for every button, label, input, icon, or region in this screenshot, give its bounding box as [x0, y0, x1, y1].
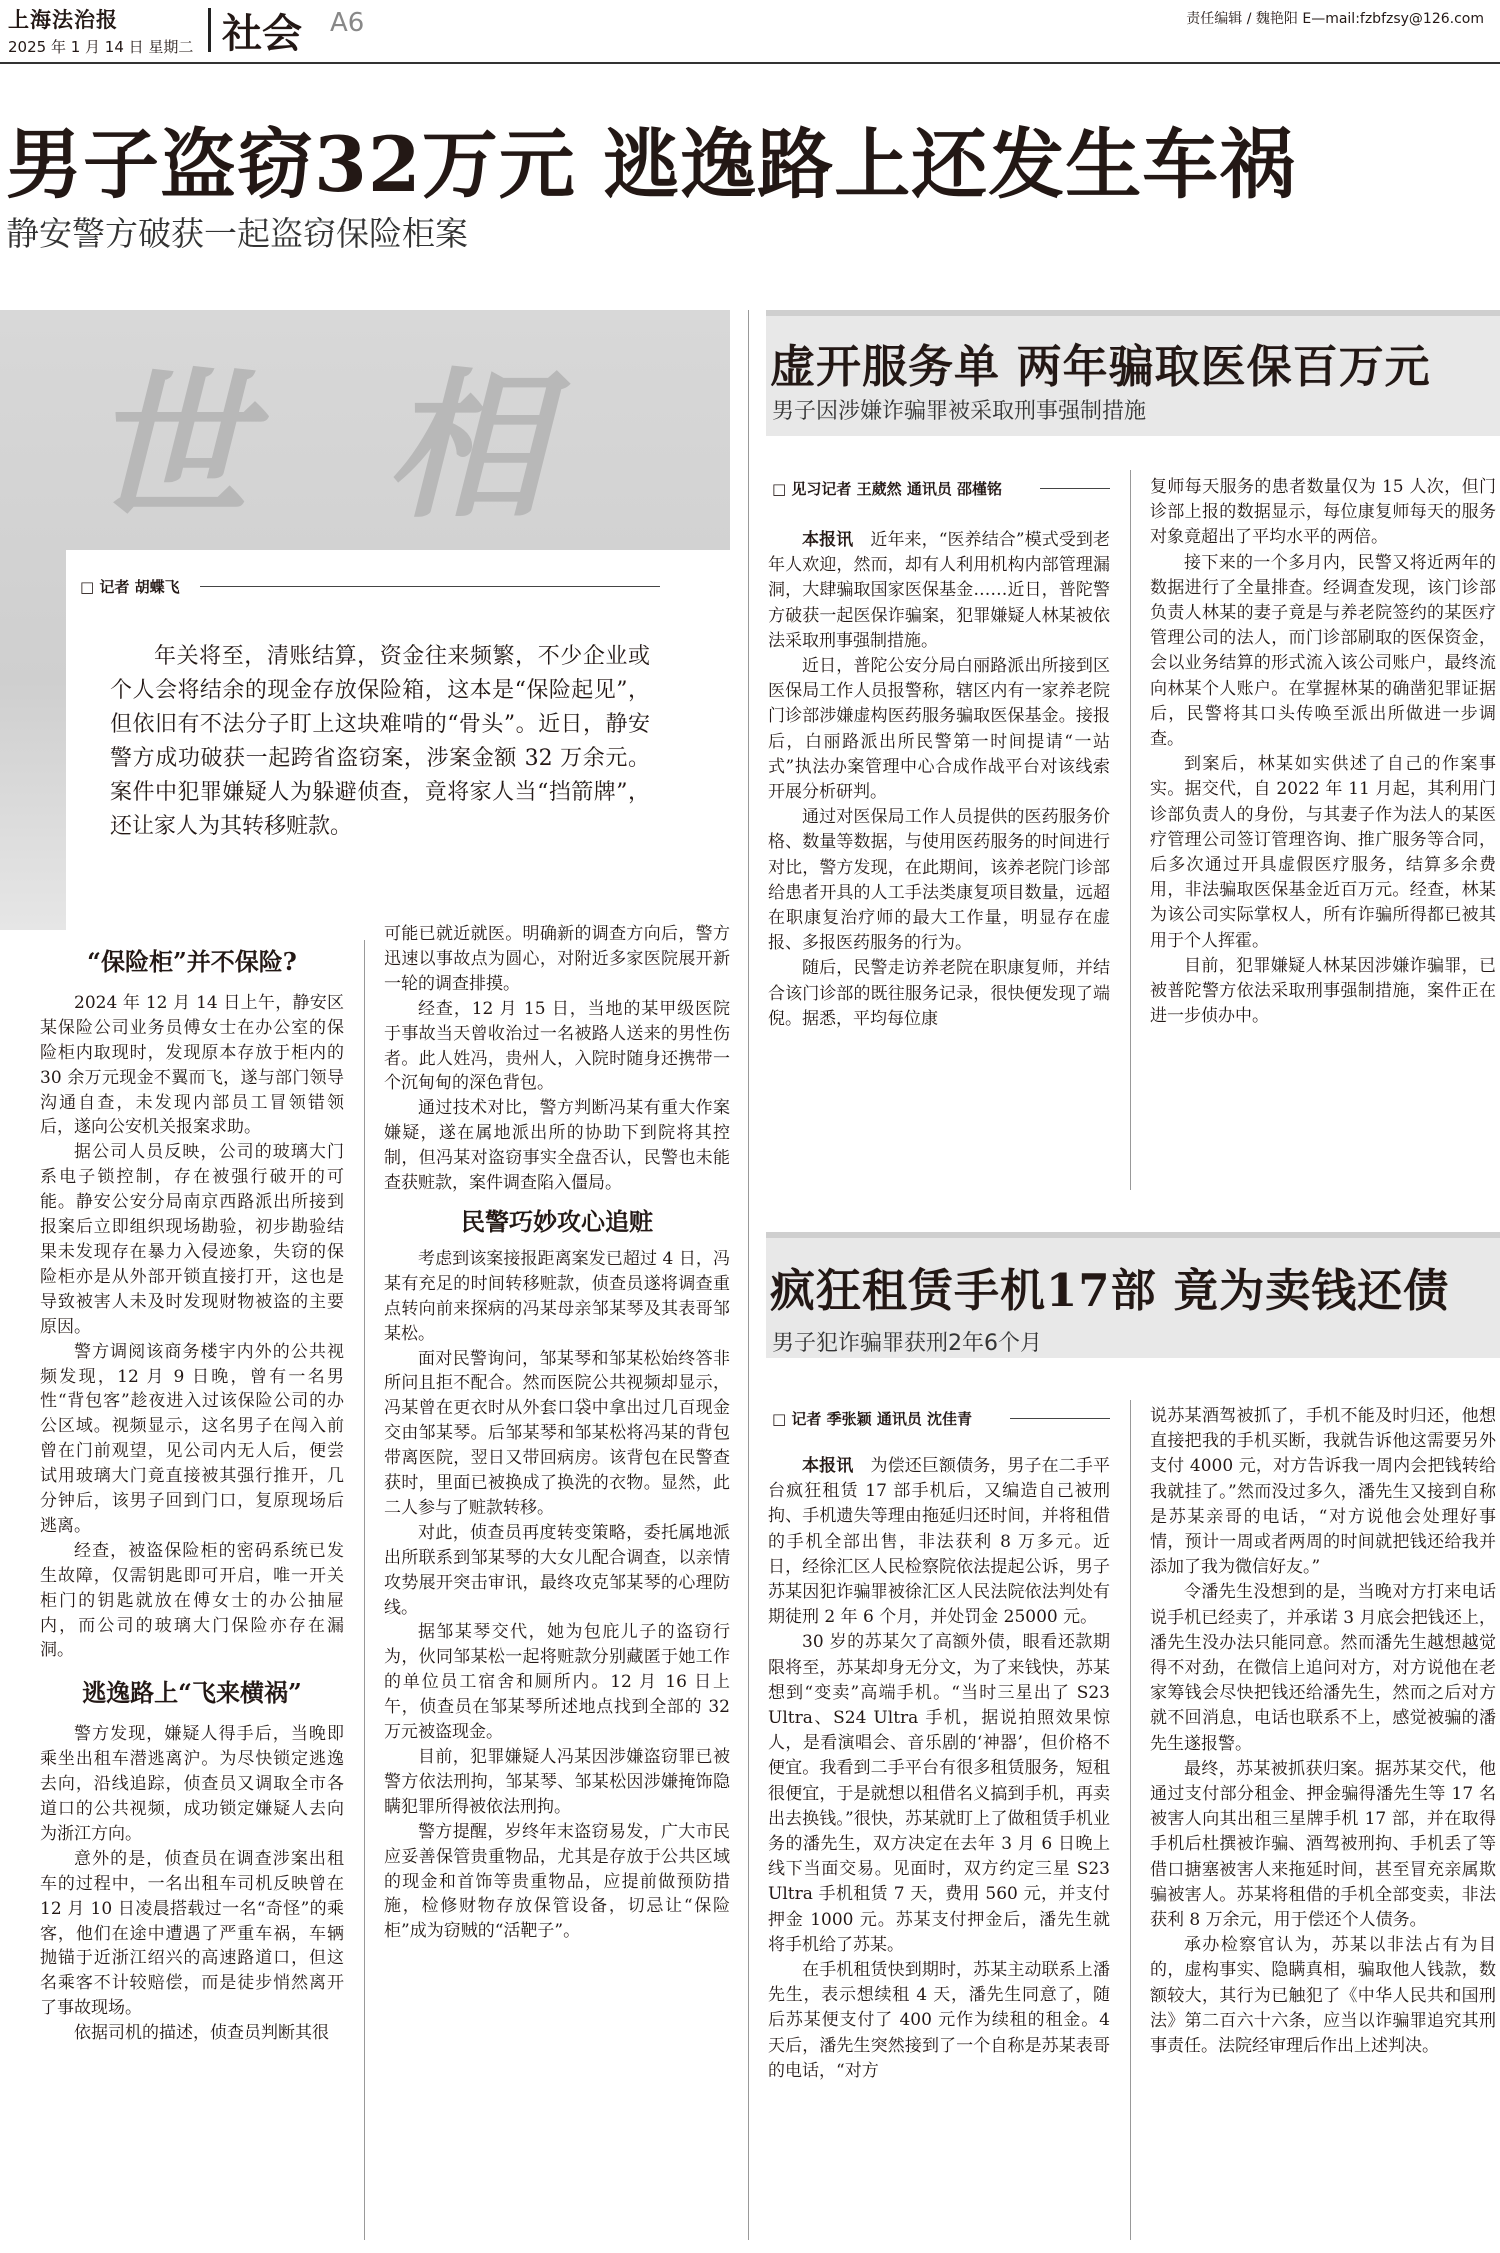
article-2-column-2 [1150, 475, 1496, 1029]
paragraph: 依据司机的描述，侦查员判断其很 [74, 2023, 329, 2044]
issue-date: 2025 年 1 月 14 日 星期二 [8, 38, 194, 56]
paragraph: 经查，12 月 15 日，当地的某甲级医院于事故当天曾收治过一名被路人送来的男性伤者。此人姓冯，贵州人，入院时随身还携带一个沉甸甸的深色背包。 [384, 998, 730, 1094]
paragraph: 据邹某琴交代，她为包庇儿子的盗窃行为，伙同邹某松一起将赃款分别藏匿于她工作的单位员工宿舍和厕所内。12 月 16 日上午，侦查员在邹某琴所述地点找到全部的 32 万元被盗现金。 [384, 1622, 730, 1743]
article-3-byline: □ 记者 季张颖 通讯员 沈佳青 [772, 1410, 973, 1428]
lead-tag: 本报讯 [802, 530, 854, 550]
newspaper-logo: 上海法治报 [8, 7, 118, 32]
main-byline: □ 记者 胡蝶飞 [80, 578, 180, 596]
paragraph: 近日，普陀公安分局白丽路派出所接到区医保局工作人员报警称，辖区内有一家养老院门诊部涉嫌虚构医药服务骗取医保基金。接报后，白丽路派出所民警第一时间提请“一站式”执法办案管理中心合成作战平台对该线索开展分析研判。 [768, 656, 1110, 803]
paragraph: 经查，被盗保险柜的密码系统已发生故障，仅需钥匙即可开启，唯一开关柜门的钥匙就放在傅女士的办公抽屉内，而公司的玻璃大门保险亦存在漏洞。 [40, 1540, 344, 1661]
masthead-divider [208, 8, 211, 52]
article-2-subheadline: 男子因涉嫌诈骗罪被采取刑事强制措施 [772, 399, 1147, 424]
paragraph: 据公司人员反映，公司的玻璃大门系电子锁控制，存在被强行破开的可能。静安公安分局南京西路派出所接到报案后立即组织现场勘验，初步勘验结果未发现存在暴力入侵迹象，失窃的保险柜亦是从外部开锁直接打开，这也是导致被害人未及时发现财物被盗的主要原因。 [40, 1142, 344, 1337]
paragraph: 在手机租赁快到期时，苏某主动联系上潘先生，表示想续租 4 天，潘先生同意了，随后苏某便支付了 400 元作为续租的租金。4 天后，潘先生突然接到了一个自称是苏某表哥的电话，“对方 [768, 1960, 1110, 2081]
paragraph: 通过技术对比，警方判断冯某有重大作案嫌疑，遂在属地派出所的协助下到院将其控制，但冯某对盗窃事实全盘否认，民警也未能查获赃款，案件调查陷入僵局。 [384, 1098, 730, 1194]
section-heading: “保险柜”并不保险? [87, 947, 297, 976]
paragraph: 近年来，“医养结合”模式受到老年人欢迎，然而，却有人利用机构内部管理漏洞，大肆骗取国家医保基金……近日，普陀警方破获一起医保诈骗案，犯罪嫌疑人林某被依法采取刑事强制措施。 [768, 530, 1111, 651]
main-subheadline: 静安警方破获一起盗窃保险柜案 [6, 214, 468, 253]
column-separator [1130, 1400, 1131, 2240]
byline-rule [1040, 488, 1110, 489]
paragraph: 令潘先生没想到的是，当晚对方打来电话说手机已经卖了，并承诺 3 月底会把钱还上，潘先生没办法只能同意。然而潘先生越想越觉得不对劲，在微信上追问对方，对方说他在老家筹钱会尽快把钱还给潘先生，然而之后对方就不回消息，电话也联系不上，感觉被骗的潘先生遂报警。 [1150, 1582, 1496, 1754]
article-2-headline: 虚开服务单 两年骗取医保百万元 [770, 340, 1431, 393]
paragraph: 说苏某酒驾被抓了，手机不能及时归还，他想直接把我的手机买断，我就告诉他这需要另外支付 4000 元，对方告诉我一周内会把钱转给我就挂了。”然而没过多久，潘先生又接到自称是苏某亲哥的电话，“对方说他会处理好事情，预计一周或者两周的时间就把钱还给我并添加了我为微信好友。” [1150, 1406, 1496, 1578]
paragraph: 30 岁的苏某欠了高额外债，眼看还款期限将至，苏某却身无分文，为了来钱快，苏某想到“变卖”高端手机。“当时三星出了 S23 Ultra、S24 Ultra 手机，据说拍照效果惊人，是看演唱会、音乐剧的‘神器’，但价格不便宜。我看到二手平台有很多租赁服务，短租很便宜，于是就想以租借名义搞到手机，再卖出去换钱。”很快，苏某就盯上了做租赁手机业务的潘先生，双方决定在去年 3 月 6 日晚上线下当面交易。见面时，双方约定三星 S23 Ultra 手机租赁 7 天，费用 560 元，并支付押金 1000 元。苏某支付押金后，潘先生就将手机给了苏某。 [768, 1632, 1110, 1955]
column-watermark: 世 相 [90, 352, 586, 540]
paragraph: 可能已就近就医。明确新的调查方向后，警方迅速以事故点为圆心，对附近多家医院展开新一轮的调查排摸。 [384, 924, 730, 994]
paragraph: 接下来的一个多月内，民警又将近两年的数据进行了全量排查。经调查发现，该门诊部负责人林某的妻子竟是与养老院签约的某医疗管理公司的法人，而门诊部刷取的医保资金，会以业务结算的形式流入该公司账户，最终流向林某个人账户。在掌握林某的确凿犯罪证据后，民警将其口头传唤至派出所做进一步调查。 [1150, 552, 1496, 750]
byline-rule [200, 586, 660, 587]
main-column-1 [40, 947, 344, 2046]
paragraph: 目前，犯罪嫌疑人冯某因涉嫌盗窃罪已被警方依法刑拘，邹某琴、邹某松因涉嫌掩饰隐瞒犯罪所得被依法刑拘。 [384, 1747, 730, 1817]
paragraph: 随后，民警走访养老院在职康复师，并结合该门诊部的既往服务记录，很快便发现了端倪。据悉，平均每位康 [768, 958, 1110, 1029]
intro-paragraph: 年关将至，清账结算，资金往来频繁，不少企业或个人会将结余的现金存放保险箱，这本是“保险起见”，但依旧有不法分子盯上这块难啃的“骨头”。近日，静安警方成功破获一起跨省盗窃案，涉案金额 32 万余元。案件中犯罪嫌疑人为躲避侦查，竟将家人当“挡箭牌”，还让家人为其转移赃款。 [110, 644, 650, 839]
column-separator [364, 940, 365, 2240]
article-3-subheadline: 男子犯诈骗罪获刑2年6个月 [772, 1331, 1042, 1356]
article-3-column-2 [1150, 1404, 1496, 2059]
section-heading: 民警巧妙攻心追赃 [461, 1206, 653, 1236]
lead-tag: 本报讯 [802, 1456, 854, 1476]
paragraph: 承办检察官认为，苏某以非法占有为目的，虚构事实、隐瞒真相，骗取他人钱款，数额较大，其行为已触犯了《中华人民共和国刑法》第二百六十六条，应当以诈骗罪追究其刑事责任。法院经审理后作出上述判决。 [1150, 1935, 1496, 2057]
article-2-byline: □ 见习记者 王葳然 通讯员 邵槿铭 [772, 480, 1003, 498]
paragraph: 通过对医保局工作人员提供的医药服务价格、数量等数据，与使用医药服务的时间进行对比，警方发现，在此期间，该养老院门诊部给患者开具的人工手法类康复项目数量，远超在职康复治疗师的最大工作量，明显存在虚报、多报医药服务的行为。 [768, 807, 1110, 954]
article-3-headline: 疯狂租赁手机17部 竟为卖钱还债 [770, 1264, 1450, 1317]
section-name: 社会 [222, 10, 302, 57]
paragraph: 为偿还巨额债务，男子在二手平台疯狂租赁 17 部手机后，又编造自己被刑拘、手机遗失等理由拖延归还时间，并将租借的手机全部出售，非法获利 8 万多元。近日，经徐汇区人民检察院依法提起公诉，男子苏某因犯诈骗罪被徐汇区人民法院依法判处有期徒刑 2 年 6 个月，并处罚金 25000 元。 [768, 1456, 1111, 1628]
paragraph: 警方提醒，岁终年末盗窃易发，广大市民应妥善保管贵重物品，尤其是存放于公共区域的现金和首饰等贵重物品，应提前做预防措施，检修财物存放保管设备，切忌让“保险柜”成为窃贼的“活靶子”。 [384, 1821, 730, 1942]
main-column-2 [384, 922, 730, 1944]
paragraph: 警方调阅该商务楼宇内外的公共视频发现，12 月 9 日晚，曾有一名男性“背包客”趁夜进入过该保险公司的办公区域。视频显示，这名男子在闯入前曾在门前观望，见公司内无人后，便尝试用玻璃大门竟直接被其强行推开，几分钟后，该男子回到门口，复原现场后逃离。 [40, 1341, 344, 1536]
paragraph: 最终，苏某被抓获归案。据苏某交代，他通过支付部分租金、押金骗得潘先生等 17 名被害人向其出租三星牌手机 17 部，并在取得手机后杜撰被诈骗、酒驾被刑拘、手机丢了等借口搪塞被害人来拖延时间，甚至冒充亲属欺骗被害人。苏某将租借的手机全部变卖，非法获利 8 万余元，用于偿还个人债务。 [1150, 1758, 1496, 1931]
paragraph: 面对民警询问，邹某琴和邹某松始终答非所问且拒不配合。然而医院公共视频却显示，冯某曾在更衣时从外套口袋中拿出过几百现金交由邹某琴。后邹某琴和邹某松将冯某的背包带离医院，翌日又带回病房。该背包在民警查获时，里面已被换成了换洗的衣物。显然，此二人参与了赃款转移。 [384, 1348, 730, 1518]
paragraph: 复师每天服务的患者数量仅为 15 人次，但门诊部上报的数据显示，每位康复师每天的服务对象竟超出了平均水平的两倍。 [1150, 477, 1496, 548]
paragraph: 到案后，林某如实供述了自己的作案事实。据交代，自 2022 年 11 月起，其利用门诊部负责人的身份，与其妻子作为法人的某医疗管理公司签订管理咨询、推广服务等合同，后多次通过开具虚假医疗服务，结算多余费用，非法骗取医保基金近百万元。经查，林某为该公司实际掌权人，所有诈骗所得都已被其用于个人挥霍。 [1150, 754, 1496, 951]
paragraph: 警方发现，嫌疑人得手后，当晚即乘坐出租车潜逃离沪。为尽快锁定逃逸去向，沿线追踪，侦查员又调取全市各道口的公共视频，成功锁定嫌疑人去向为浙江方向。 [40, 1724, 344, 1844]
article-2-column-1 [768, 528, 1110, 1032]
paragraph: 意外的是，侦查员在调查涉案出租车的过程中，一名出租车司机反映曾在 12 月 10 日凌晨搭载过一名“奇怪”的乘客，他们在途中遭遇了严重车祸，车辆抛锚于近浙江绍兴的高速路道口，但这名乘客不计较赔偿，而是徒步悄然离开了事故现场。 [40, 1848, 344, 2019]
masthead-rule [0, 62, 1500, 64]
paragraph: 2024 年 12 月 14 日上午，静安区某保险公司业务员傅女士在办公室的保险柜内取现时，发现原本存放于柜内的 30 余万元现金不翼而飞，遂与部门领导沟通自查，未发现内部员工冒领错领后，遂向公安机关报案求助。 [40, 992, 344, 1138]
paragraph: 考虑到该案接报距离案发已超过 4 日，冯某有充足的时间转移赃款，侦查员遂将调查重点转向前来探病的冯某母亲邹某琴及其表哥邹某松。 [384, 1248, 730, 1344]
main-headline: 男子盗窃32万元 逃逸路上还发生车祸 [6, 120, 1297, 209]
editor-credit: 责任编辑 / 魏艳阳 E—mail:fzbfzsy@126.com [1186, 11, 1484, 27]
column-separator [1130, 470, 1131, 1190]
article-separator [748, 310, 749, 2240]
article-3-column-1 [768, 1454, 1110, 2084]
page-number: A6 [330, 8, 365, 38]
paragraph: 目前，犯罪嫌疑人林某因涉嫌诈骗罪，已被普陀警方依法采取刑事强制措施，案件正在进一步侦办中。 [1150, 955, 1496, 1027]
section-heading: 逃逸路上“飞来横祸” [82, 1678, 302, 1708]
byline-rule [1010, 1418, 1110, 1419]
paragraph: 对此，侦查员再度转变策略，委托属地派出所联系到邹某琴的大女儿配合调查，以亲情攻势展开突击审讯，最终攻克邹某琴的心理防线。 [384, 1522, 730, 1618]
